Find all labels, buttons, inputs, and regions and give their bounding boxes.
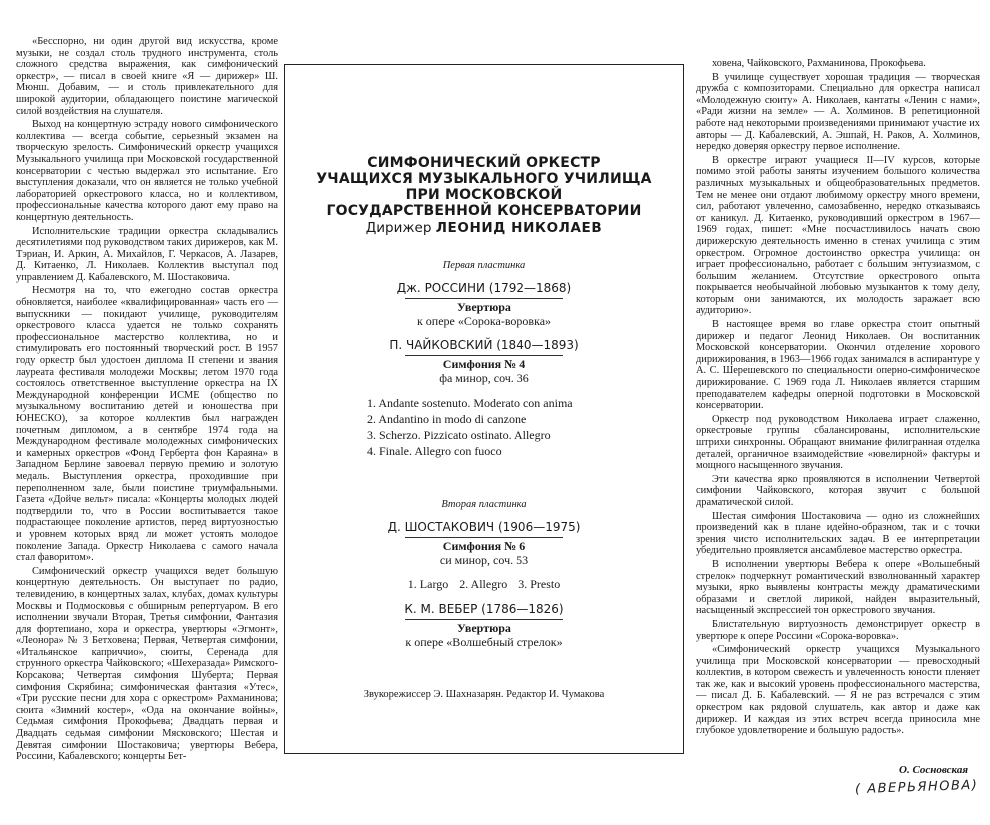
paragraph: Блистательную виртуозность демонстрирует оркестр в увертюре к опере Россини «Сорока-воровка». (696, 618, 980, 642)
author-signature: О. Сосновская (899, 764, 968, 776)
composer-tchaikovsky: П. ЧАЙКОВСКИЙ (1840—1893) (389, 338, 579, 352)
programme-box (284, 64, 684, 754)
paragraph: Несмотря на то, что ежегодно состав оркестра обновляется, наиболее «квалифицированная» часть его — выпускники — покидают училище, руководителям оркестрового класса удается не только сохранять профессиональное мастерство коллектива, но и стимулировать его постоянный творческий рост. В 1957 году оркестр был удостоен диплома II степени и звания лауреата фестиваля молодежи Москвы; летом 1970 года состоялось ответственное выступление оркестра на IX Международной конференции ИСМЕ (общество по музыкальному воспитанию детей и юношества при ЮНЕСКО), за которое коллектив был награжден почетным дипломом, а в сентябре 1974 года на Международном фестивале молодежных симфонических и камерных оркестров «Фонд Герберта фон Караяна» в Западном Берлине завоевал первую премию и золотую медаль. Выступления оркестра, проходившие при переполненном зале, были поистине триумфальными. Газета «Дойче вельт» писала: «Концерты молодых людей подтвердили то, что в России воспитывается такое подрастающее поколение артистов, перед виртуозностью и уровнем которых вряд ли может устоять молодое поколение Запада. Оркестр Николаева с самого начала стал фаворитом». (16, 285, 278, 564)
title-line: ГОСУДАРСТВЕННОЙ КОНСЕРВАТОРИИ (326, 203, 642, 219)
work-subtitle: фа минор, соч. 36 (439, 371, 529, 385)
paragraph: Исполнительские традиции оркестра складывались десятилетиями под руководством таких дирижеров, как М. Тэриан, И. Аркин, А. Михайлов, Г. Черкасов, А. Лазарев, Д. Китаенко, Л. Николаев. Коллектив выступал под управлением Д. Кабалевского, М. Шостаковича. (16, 225, 278, 283)
paragraph: В училище существует хорошая традиция — творческая дружба с композиторами. Специально для оркестра написал «Молодежную сюиту» А. Николаев, кантаты «Ленин с нами», «Ради жизни на земле» — А. Холминов. В репетиционной работе над некоторыми произведениями принимают участие их авторы — Д. Кабалевский, А. Эшпай, Н. Раков, А. Холминов, нередко доверяя оркестру первое исполнение. (696, 71, 980, 153)
composer-shostakovich: Д. ШОСТАКОВИЧ (1906—1975) (387, 520, 581, 534)
composer-weber: К. М. ВЕБЕР (1786—1826) (404, 602, 564, 616)
work-title: Симфония № 6 (442, 539, 526, 553)
credits-line: Звукорежиссер Э. Шахназарян. Редактор И. Чумакова (363, 689, 605, 700)
title-line: СИМФОНИЧЕСКИЙ ОРКЕСТР (367, 155, 601, 171)
work-title: Симфония № 4 (442, 357, 526, 371)
movement-item: 1. Andante sostenuto. Moderato con anima (367, 396, 573, 410)
work-subtitle: к опере «Волшебный стрелок» (405, 635, 563, 649)
movement-item: 2. Andantino in modo di canzone (367, 412, 527, 426)
conductor-line (285, 220, 683, 236)
conductor-label: Дирижер (365, 220, 432, 236)
composer-rossini: Дж. РОССИНИ (1792—1868) (396, 281, 572, 295)
title-line: УЧАЩИХСЯ МУЗЫКАЛЬНОГО УЧИЛИЩА (316, 171, 652, 187)
right-text-column (696, 58, 980, 758)
composer-underline (405, 619, 563, 620)
movement-list (285, 577, 683, 592)
movement-item: 3. Presto (518, 577, 561, 591)
work-title: Увертюра (457, 621, 511, 635)
paragraph: Шестая симфония Шостаковича — одно из сложнейших произведений как в плане идейно-образном, так и с точки зрения чисто исполнительских задач. В ее интерпретации убедительно проявляется ансамблевое мастерство оркестра. (696, 510, 980, 557)
paragraph: Оркестр под руководством Николаева играет слаженно, оркестровые группы сбалансированы, исполнительские штрихи синхронны. Обращают внимание филигранная отделка деталей, органичное взаимодействие «ювелирной» фактуры и мощного насыщенного звучания. (696, 413, 980, 472)
conductor-name: ЛЕОНИД НИКОЛАЕВ (435, 220, 603, 236)
handwritten-note: ( АВЕРЬЯНОВА) (854, 777, 979, 798)
orchestra-title (285, 155, 683, 219)
work-subtitle: к опере «Сорока-воровка» (416, 314, 552, 328)
left-text-column (16, 36, 278, 816)
composer-underline (405, 298, 563, 299)
work-title: Увертюра (457, 300, 511, 314)
paragraph: В оркестре играют учащиеся II—IV курсов, которые помимо этой работы заняты изучением большого количества различных музыкальных и общеобразовательных предметов. Тем не менее они отдают любимому оркестру много времени, сил, работают увлеченно, самозабвенно, нередко отказываясь от каникул. Д. Китаенко, руководивший оркестром в 1967—1969 годах, пишет: «Мне посчастливилось начать свою дирижерскую деятельность именно в стенах училища с этим оркестром. Огромное достоинство оркестра училища: он играет профессионально, работает с большим энтузиазмом, с большим желанием. Отсутствие оркестрового опыта покрывается необычайной любовью музыкантов к тому делу, которым они занимаются, их молодость заражает всю аудиторию». (696, 154, 980, 317)
movement-item: 1. Largo (407, 577, 449, 591)
paragraph: Выход на концертную эстраду нового симфонического коллектива — всегда событие, серьезный экзамен на творческую зрелость. Симфонический оркестр учащихся Музыкального училища при Московской государственной консерватории с честью выдержал это испытание. Его выступления доказали, что он является не только учебной лабораторией оркестрового класса, но и коллективом, профессиональные качества которого дают ему право на концертную деятельность. (16, 119, 278, 223)
title-line: ПРИ МОСКОВСКОЙ (405, 187, 563, 203)
composer-underline (405, 355, 563, 356)
paragraph: В исполнении увертюры Вебера к опере «Вольшебный стрелок» подчеркнут романтический взволнованный характер музыки, ярко выявлены контрасты между драматическими образами и светлой лирикой, найден выразительный, насыщенный экспрессией тон оркестрового звучания. (696, 558, 980, 617)
record1-label: Первая пластинка (442, 260, 526, 271)
paragraph: «Бесспорно, ни один другой вид искусства, кроме музыки, не создал столь трудного инструмента, столь сложного средства выражения, как симфонический оркестр», — писал в своей книге «Я — дирижер» Ш. Мюнш. Добавим, — и столь привлекательного для широкой аудитории, обладающего поистине магической силой воздействия на слушателя. (16, 36, 278, 117)
composer-underline (405, 537, 563, 538)
record2-label: Вторая пластинка (441, 499, 527, 510)
movement-item: 3. Scherzo. Pizzicato ostinato. Allegro (367, 428, 551, 442)
work-subtitle: си минор, соч. 53 (439, 553, 529, 567)
movement-item: 2. Allegro (459, 577, 508, 591)
movement-list (367, 395, 685, 459)
paragraph: В настоящее время во главе оркестра стоит опытный дирижер и педагог Леонид Николаев. Он воспитанник Московской консерватории. Окончил отделение хорового дирижирования, в 1963—1966 годах занимался в аспирантуре у А. С. Шерешевского по специальности оперно-симфоническое дирижирование. С 1969 года Л. Николаев является старшим преподавателем кафедры оперной подготовки в Московской консерватории. (696, 319, 980, 412)
paragraph: «Симфонический оркестр учащихся Музыкального училища при Московской консерватории — превосходный коллектив, в котором свежесть и увлеченность юности пленяет так же, как и высокий уровень профессионального мастерства, — писал Д. Б. Кабалевский. — Я не раз встречался с этим оркестром как рядовой слушатель, как автор и даже как дирижер. И каждая из этих встреч всегда приносила мне глубокое удовлетворение и большую радость». (696, 644, 980, 737)
paragraph: ховена, Чайковского, Рахманинова, Прокофьева. (712, 58, 926, 69)
paragraph: Симфонический оркестр учащихся ведет большую концертную деятельность. Он выступает по радио, телевидению, в концертных залах, клубах, домах культуры Москвы и Подмосковья с обширным репертуаром. В его исполнении звучали Вторая, Третья симфонии, Фантазия для фортепиано, хора и оркестра, увертюры «Эгмонт», «Леонора» № 3 Бетховена; Первая, Четвертая симфонии, «Итальянское каприччио», сюиты, Серенада для струнного оркестра Чайковского; «Шехеразада» Римского-Корсакова; Четвертая симфония Шуберта; Первая симфония Скрябина; симфоническая фантазия «Утес», «Три русские песни для хора с оркестром» Рахманинова; сюита «Зимний костер», «Ода на окончание войны», Седьмая симфония Прокофьева; Двадцать первая и Двадцать седьмая симфонии Мясковского; Шестая и Девятая симфонии Шостаковича; увертюры Вебера, Россини, Кабалевского; концерты Бет- (16, 565, 278, 763)
movement-item: 4. Finale. Allegro con fuoco (367, 444, 502, 458)
paragraph: Эти качества ярко проявляются в исполнении Четвертой симфонии Чайковского, которая звучит с большой драматической силой. (696, 473, 980, 508)
